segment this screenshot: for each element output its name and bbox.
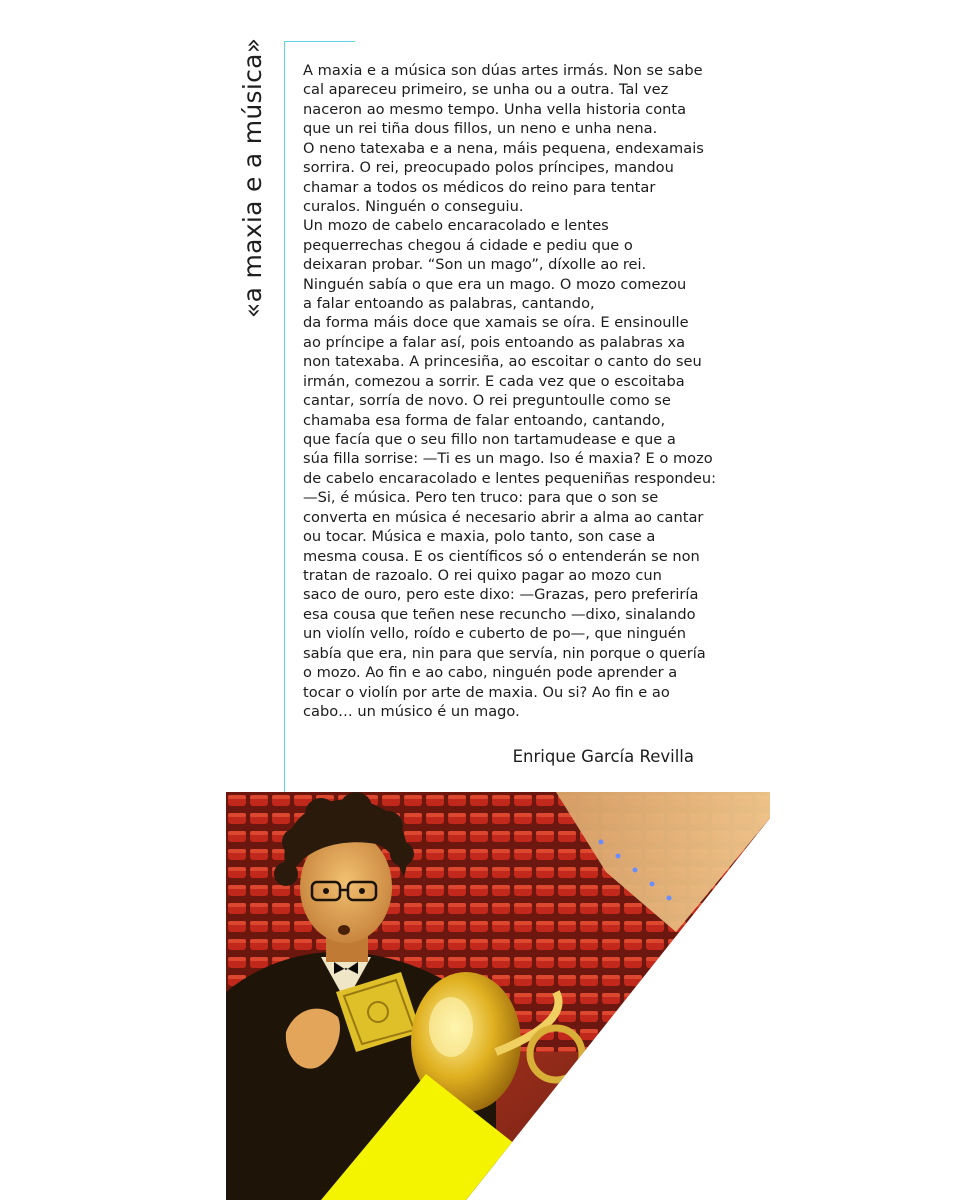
story-line: chamaba esa forma de falar entoando, cantando, xyxy=(303,411,666,429)
story-line: un violín vello, roído e cuberto de po—, que ninguén xyxy=(303,625,686,643)
story-line: a falar entoando as palabras, cantando, xyxy=(303,295,595,313)
frame-line-top xyxy=(284,41,355,42)
story-line: naceron ao mesmo tempo. Unha vella historia conta xyxy=(303,100,687,118)
story-line: tocar o violín por arte de maxia. Ou si? Ao fin e ao xyxy=(303,683,670,701)
story-line: o mozo. Ao fin e ao cabo, ninguén pode aprender a xyxy=(303,664,678,682)
frame-line-left xyxy=(284,41,285,793)
story-line: curalos. Ninguén o conseguiu. xyxy=(303,197,524,215)
story-line: ao príncipe a falar así, pois entoando as palabras xa xyxy=(303,333,686,351)
vertical-title: «a maxia e a música» xyxy=(238,37,267,318)
story-line: non tatexaba. A princesiña, ao escoitar o canto do seu xyxy=(303,353,702,371)
story-line: ou tocar. Música e maxia, polo tanto, son case a xyxy=(303,528,656,546)
story-line: que facía que o seu fillo non tartamudease e que a xyxy=(303,431,676,449)
story-line: A maxia e a música son dúas artes irmás. Non se sabe xyxy=(303,62,703,79)
author-name: Enrique García Revilla xyxy=(512,747,694,766)
story-line: esa cousa que teñen nese recuncho —dixo, sinalando xyxy=(303,605,696,623)
story-line: da forma máis doce que xamais se oíra. E ensinoulle xyxy=(303,314,689,332)
story-line: cabo… un músico é un mago. xyxy=(303,702,520,720)
story-line: O neno tatexaba e a nena, máis pequena, endexamais xyxy=(303,139,704,157)
story-line: cal apareceu primeiro, se unha ou a outra. Tal vez xyxy=(303,81,669,99)
story-line: súa filla sorrise: —Ti es un mago. Iso é maxia? E o mozo xyxy=(303,450,713,468)
story-line: deixaran probar. “Son un mago”, díxolle ao rei. xyxy=(303,256,647,274)
story-line: sorrira. O rei, preocupado polos príncipes, mandou xyxy=(303,159,674,177)
story-line: pequerrechas chegou á cidade e pediu que o xyxy=(303,236,633,254)
story-line: —Si, é música. Pero ten truco: para que o son se xyxy=(303,489,659,507)
story-line: mesma cousa. E os científicos só o entenderán se non xyxy=(303,547,700,565)
story-line: de cabelo encaracolado e lentes pequeniñas respondeu: xyxy=(303,469,717,487)
story-line: cantar, sorría de novo. O rei preguntoulle como se xyxy=(303,392,671,410)
story-line: irmán, comezou a sorrir. E cada vez que o escoitaba xyxy=(303,372,685,390)
story-line: sabía que era, nin para que servía, nin porque o quería xyxy=(303,644,706,662)
story-line: que un rei tiña dous fillos, un neno e unha nena. xyxy=(303,120,658,138)
story-line: Ninguén sabía o que era un mago. O mozo comezou xyxy=(303,275,687,293)
story-line: tratan de razoalo. O rei quixo pagar ao mozo cun xyxy=(303,566,662,584)
story-line: saco de ouro, pero este dixo: —Grazas, pero preferiría xyxy=(303,586,699,604)
story-text xyxy=(303,61,717,721)
story-line: Un mozo de cabelo encaracolado e lentes xyxy=(303,217,609,235)
story-line: converta en música é necesario abrir a alma ao cantar xyxy=(303,508,704,526)
story-line: chamar a todos os médicos do reino para tentar xyxy=(303,178,656,196)
musician-photo xyxy=(226,792,770,1200)
